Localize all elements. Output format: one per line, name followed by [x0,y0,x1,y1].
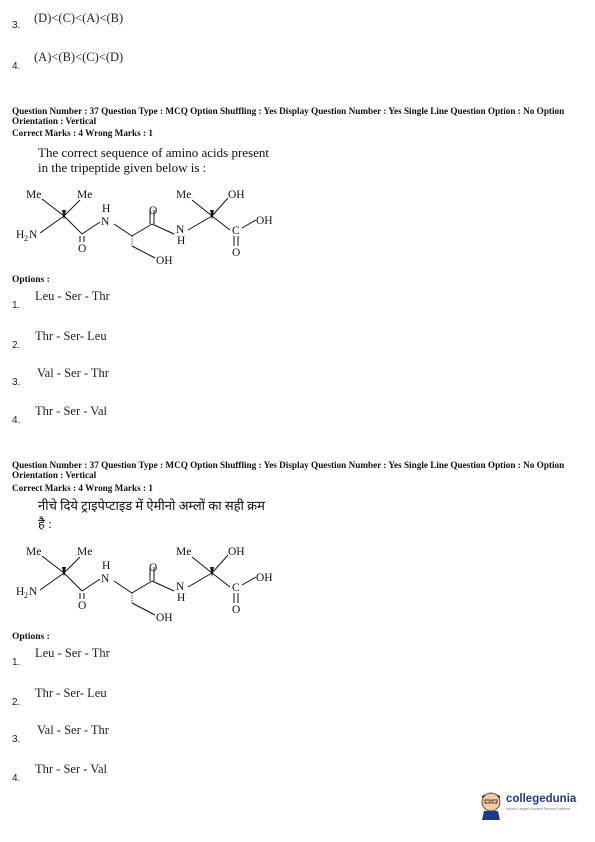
question-text-line: नीचे दिये ट्राइपेप्टाइड में ऐमीनो अम्लों का सही क्रम [38,498,265,513]
amide-n-label: N [101,216,110,228]
tripeptide-structure [0,180,300,270]
carbonyl-o-label: O [149,562,158,574]
logo-tagline: India's Largest Student Review Platform [506,807,570,811]
carbon-label: C [232,225,240,237]
amine-n-label: N [29,586,38,598]
options-label: Options : [12,632,50,642]
tripeptide-structure [0,537,300,627]
option-text: Thr - Ser - Val [35,404,107,418]
mascot-icon [478,790,504,820]
carbonyl-o-label: O [78,600,87,612]
option-number: 4. [12,773,21,784]
option-number: 3. [12,734,21,745]
option-number: 2. [12,340,21,351]
option-text: Thr - Ser - Val [35,762,107,776]
amide-n-label: N [176,581,185,593]
amide-h-label: H [177,235,186,247]
carbonyl-o-label: O [78,243,87,255]
option-text: Thr - Ser- Leu [35,686,107,700]
marks-info: Correct Marks : 4 Wrong Marks : 1 [12,128,153,138]
hydroxyl-label: OH [156,255,173,267]
amide-h-label: H [102,560,111,572]
amine-h-label: H [16,229,25,241]
amide-n-label: N [176,224,185,236]
hydroxyl-label: OH [156,612,173,624]
option-number: 4. [12,415,21,426]
option-number: 3. [12,377,21,388]
marks-info: Correct Marks : 4 Wrong Marks : 1 [12,483,153,493]
amide-n-label: N [101,573,110,585]
logo-name: collegedunia [506,793,577,805]
methyl-label: Me [26,546,42,558]
carbonyl-o-label: O [232,247,241,259]
option-text: Leu - Ser - Thr [35,646,110,660]
collegedunia-logo [478,790,588,820]
option-number: 4. [12,61,21,72]
hydroxyl-label: OH [228,189,245,201]
option-number: 1. [12,657,21,668]
option-number: 3. [12,20,21,31]
methyl-label: Me [176,189,192,201]
question-text-line: है : [38,516,52,531]
hydroxyl-label: OH [228,546,245,558]
option-text: (A)<(B)<(C)<(D) [34,50,124,64]
methyl-label: Me [26,189,42,201]
options-label: Options : [12,275,50,285]
amine-n-label: N [29,229,38,241]
hydroxyl-label: OH [256,572,273,584]
carbonyl-o-label: O [149,205,158,217]
amide-h-label: H [177,592,186,604]
option-number: 1. [12,300,21,311]
option-text: Val - Ser - Thr [37,723,109,737]
option-text: (D)<(C)<(A)<(B) [34,11,124,25]
question-header: Question Number : 37 Question Type : MCQ Option Shuffling : Yes Display Question Number : Yes Single Line Question Option : No Option Orientation : Vertical [12,460,565,480]
question-text-line: The correct sequence of amino acids present [38,145,270,160]
question-header: Question Number : 37 Question Type : MCQ Option Shuffling : Yes Display Question Number : Yes Single Line Question Option : No Option Orientation : Vertical [12,106,565,126]
methyl-label: Me [77,189,93,201]
subscript-label: 2 [24,591,28,600]
option-number: 2. [12,697,21,708]
carbon-label: C [232,582,240,594]
amine-h-label: H [16,586,25,598]
subscript-label: 2 [24,234,28,243]
option-text: Thr - Ser- Leu [35,329,107,343]
methyl-label: Me [77,546,93,558]
carbonyl-o-label: O [232,604,241,616]
option-text: Val - Ser - Thr [37,366,109,380]
hydroxyl-label: OH [256,215,273,227]
methyl-label: Me [176,546,192,558]
option-text: Leu - Ser - Thr [35,289,110,303]
amide-h-label: H [102,203,111,215]
question-text-line: in the tripeptide given below is : [38,160,207,175]
